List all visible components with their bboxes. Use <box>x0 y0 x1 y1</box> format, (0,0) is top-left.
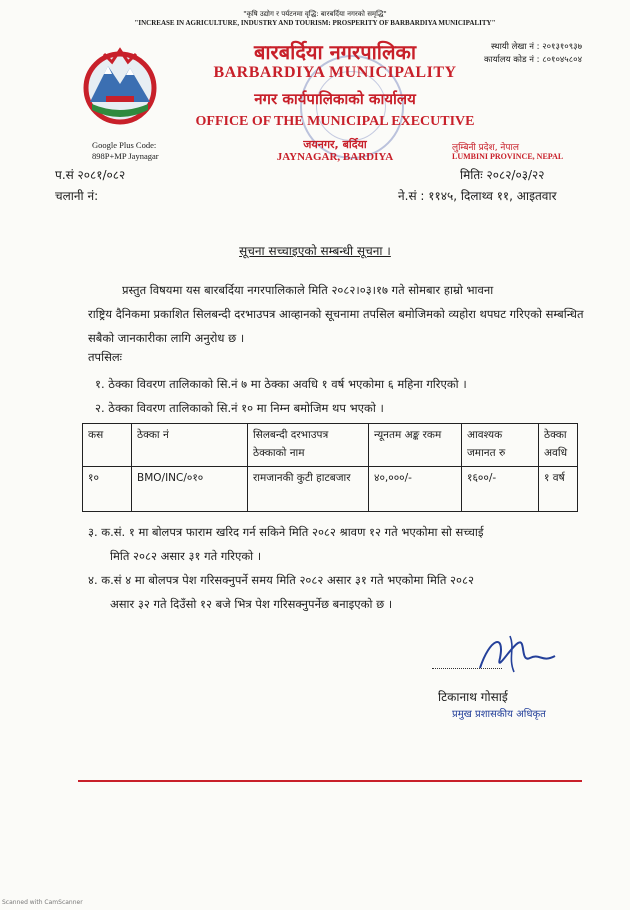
signatory-designation: प्रमुख प्रशासकीय अधिकृत <box>452 709 546 720</box>
table-cell: BMO/INC/०१० <box>132 467 248 512</box>
table-header-cell: सिलबन्दी दरभाउपत्र ठेक्काको नाम <box>248 424 369 467</box>
dispatch-number: चलानी नं: <box>55 189 99 203</box>
paragraph-first-line: प्रस्तुत विषयमा यस बारबर्दिया नगरपालिकाले मिति २०८२।०३।१७ गते सोमबार हाम्रो भावना <box>122 283 494 297</box>
table-cell: १६००/- <box>462 467 539 512</box>
item3-first-line: ३. क.सं. १ मा बोलपत्र फाराम खरिद गर्न सकिने मिति २०८२ श्रावण १२ गते भएकोमा सो सच्चाई <box>88 525 484 539</box>
letter-date: मितिः २०८२/०३/२२ <box>460 168 545 182</box>
scanner-watermark: Scanned with CamScanner <box>2 899 83 906</box>
motto-nepali: "कृषि उद्योग र पर्यटनमा वृद्धि: बारबर्दिया नगरको समृद्धि" <box>243 10 387 18</box>
table-header-cell: कस <box>83 424 132 467</box>
municipality-name-english: BARBARDIYA MUNICIPALITY <box>213 64 457 81</box>
signature-line <box>432 668 502 669</box>
table-header-cell: आवश्यक जमानत रु <box>462 424 539 467</box>
footer-divider <box>78 780 582 782</box>
notice-paragraph <box>88 278 588 350</box>
subject-text: सूचना सच्चाइएको सम्बन्धी सूचना । <box>239 244 391 258</box>
list-item: १. ठेक्का विवरण तालिकाको सि.नं ७ मा ठेक्का अवधि १ वर्ष भएकोमा ६ महिना गरिएको । <box>95 377 467 391</box>
table-cell: ४०,०००/- <box>369 467 462 512</box>
municipality-name-nepali: बारबर्दिया नगरपालिका <box>253 40 417 64</box>
google-plus-code <box>92 140 159 162</box>
list-item: २. ठेक्का विवरण तालिकाको सि.नं १० मा निम्न बमोजिम थप भएको । <box>95 401 384 415</box>
office-name-nepali: नगर कार्यपालिकाको कार्यालय <box>254 90 416 108</box>
signatory-name: टिकानाथ गोसाई <box>438 690 508 704</box>
letter-reference-number: प.सं २०८१/०८२ <box>55 168 126 182</box>
province-nepali: लुम्बिनी प्रदेश, नेपाल <box>452 143 519 153</box>
table-row <box>83 467 578 512</box>
signature-image <box>470 628 560 678</box>
location-nepali: जयनगर, बर्दिया <box>303 138 367 151</box>
list-item <box>88 568 588 616</box>
contract-table <box>82 423 578 512</box>
table-cell: १० <box>83 467 132 512</box>
motto-english: "INCREASE IN AGRICULTURE, INDUSTRY AND TOURISM: PROSPERITY OF BARBARDIYA MUNICIPALITY" <box>134 19 496 27</box>
notice-subject <box>0 242 630 259</box>
table-header-cell: ठेक्का नं <box>132 424 248 467</box>
item4-first-line: ४. क.सं ४ मा बोलपत्र पेश गरिसक्नुपर्ने समय मिति २०८२ असार ३१ गते भएकोमा मिति २०८२ <box>88 573 474 587</box>
office-name-english: OFFICE OF THE MUNICIPAL EXECUTIVE <box>195 114 475 129</box>
tapasil-label: तपसिलः <box>88 350 122 364</box>
table-cell: रामजानकी कुटी हाटबजार <box>248 467 369 512</box>
item3-continuation: मिति २०८२ असार ३१ गते गरिएको । <box>110 549 262 563</box>
list-item <box>88 520 588 568</box>
table-header-cell: ठेक्का अवधि <box>539 424 578 467</box>
nepal-sambat-date: ने.सं : ११४५, दिलाथ्व ११, आइतवार <box>398 189 557 203</box>
province-english: LUMBINI PROVINCE, NEPAL <box>452 152 564 161</box>
table-header-cell: न्यूनतम अङ्क रकम <box>369 424 462 467</box>
table-header-row <box>83 424 578 467</box>
paragraph-rest: राष्ट्रिय दैनिकमा प्रकाशित सिलबन्दी दरभाउपत्र आव्हानको सूचनामा तपसिल बमोजिमको व्यहोरा थपघट गरिएको सम्बन्धित सबैको जानकारीका लागि अनुरोध छ । <box>88 307 584 345</box>
location-english: JAYNAGAR, BARDIYA <box>276 151 394 163</box>
google-plus-label: Google Plus Code: <box>92 140 157 150</box>
office-code: कार्यालय कोड नं : ८०१०४५८०४ <box>483 55 582 65</box>
google-plus-value: 898P+MP Jaynagar <box>92 151 159 161</box>
item4-continuation: असार ३२ गते दिउँसो १२ बजे भित्र पेश गरिसक्नुपर्नेछ बनाइएको छ । <box>110 597 393 611</box>
table-cell: १ वर्ष <box>539 467 578 512</box>
account-number: स्थायी लेखा नं : २०१३१०९३७ <box>491 42 582 52</box>
